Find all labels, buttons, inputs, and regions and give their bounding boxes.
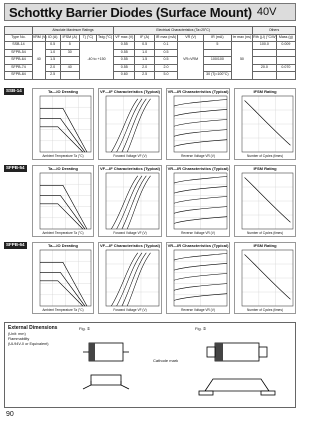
ir2-cell (203, 64, 231, 72)
band-label: SFPB-64 (6, 242, 25, 247)
group-header-abs: Absolute Maximum Ratings (32, 27, 113, 35)
io-cell: 1.0 (45, 49, 60, 57)
voltage-rating: 40V (256, 6, 277, 18)
chart-title: VF—IF Characteristics (Typical) (100, 89, 160, 94)
band-sfpb54 (4, 165, 296, 239)
x-axis-label: Number of Cycles (times) (247, 230, 283, 235)
chart-title: VR—IR Characteristics (Typical) (167, 89, 229, 94)
ir2-cell: 30 (Tj=100°C) (203, 72, 231, 80)
col-header: IF (A) (135, 34, 154, 42)
vf-if-plot (106, 173, 159, 229)
chart-title: Ta—IO Derating (48, 243, 78, 248)
vr-ir-chart (166, 242, 230, 314)
chart-title: Ta—IO Derating (48, 89, 78, 94)
tj-cell: -40 to +150 (79, 42, 113, 80)
type-cell: SFPB-64 (5, 57, 33, 65)
flammability-value: (UL94V-0 or Equivalent) (8, 341, 49, 346)
vrm-cell: 40 (32, 42, 45, 80)
col-header: Type No. (5, 34, 33, 42)
col-header: IO (A) (45, 34, 60, 42)
derating-chart (32, 242, 94, 314)
table-row (5, 42, 296, 50)
pkg-b-label: Fig. ② (195, 326, 207, 331)
vf-if-chart (98, 165, 162, 237)
ir-cell: 2.0 (154, 64, 178, 72)
vr-ir-plot (174, 96, 227, 152)
col-header: Tstg (°C) (96, 34, 113, 42)
if-cell: 2.5 (135, 72, 154, 80)
derating-chart (32, 88, 94, 160)
chart-title: IFSM Rating (253, 89, 277, 94)
pkg-a-label: Fig. ① (79, 326, 91, 331)
table-row (5, 64, 296, 72)
group-header-others: Others (253, 27, 296, 35)
chart-title: IFSM Rating (253, 243, 277, 248)
x-axis-label: Forward Voltage VF (V) (113, 230, 147, 235)
band-label: SFPB-54 (6, 165, 25, 170)
if-cell: 1.5 (135, 57, 154, 65)
band-label: SSB-14 (6, 88, 22, 93)
ifsm-cell (60, 72, 79, 80)
col-header: Rth (j-l) (°C/W) (253, 34, 277, 42)
chart-title: VF—IF Characteristics (Typical) (100, 166, 160, 171)
package-a-drawing (75, 335, 153, 405)
type-cell: SFPB-74 (5, 64, 33, 72)
x-axis-label: Number of Cycles (times) (247, 153, 283, 158)
x-axis-label: Reverse Voltage VR (V) (181, 307, 215, 312)
io-cell: 1.5 (45, 57, 60, 65)
vf-cell: 0.55 (114, 42, 135, 50)
x-axis-label: Ambient Temperature Ta (°C) (42, 230, 84, 235)
if-cell: 1.0 (135, 49, 154, 57)
table-row (5, 72, 296, 80)
ifsm-cell (60, 57, 79, 65)
mass-cell: 0.070 (276, 64, 295, 72)
vf-cell: 0.55 (114, 64, 135, 72)
ifsm-cell: 40 (60, 64, 79, 72)
rth-cell: 20.0 (253, 64, 277, 72)
cathode-mark-label: Cathode mark (153, 358, 179, 363)
col-header: Tj (°C) (79, 34, 96, 42)
page-number: 90 (6, 411, 14, 418)
io-cell: 2.0 (45, 64, 60, 72)
type-cell: SFPB-84 (5, 72, 33, 80)
ir-cell: 5.0 (154, 72, 178, 80)
chart-title: VR—IR Characteristics (Typical) (167, 243, 229, 248)
band-ssb14 (4, 88, 296, 162)
rth-cell: 100.0 (253, 42, 277, 50)
ir-cell: 0.5 (154, 49, 178, 57)
vr-ir-chart (166, 165, 230, 237)
table-corner (5, 27, 33, 35)
mass-cell (276, 72, 295, 80)
ifsm-chart (234, 165, 296, 237)
mass-cell: 0.009 (276, 42, 295, 50)
rth-cell (253, 49, 277, 57)
x-axis-label: Reverse Voltage VR (V) (181, 230, 215, 235)
col-header: Mass (g) (276, 34, 295, 42)
page-title: Schottky Barrier Diodes (Surface Mount) (9, 4, 252, 20)
col-header: VRM (V) (32, 34, 45, 42)
type-cell: SFPB-54 (5, 49, 33, 57)
table-row (5, 49, 296, 57)
chart-title: Ta—IO Derating (48, 166, 78, 171)
rth-cell (253, 72, 277, 80)
col-header: VR (V) (178, 34, 204, 42)
ir2-cell: 100/100 (203, 57, 231, 65)
col-header: VF max (V) (114, 34, 135, 42)
if-cell: 0.5 (135, 42, 154, 50)
ir-cell: 0.1 (154, 42, 178, 50)
ifsm-plot (242, 96, 293, 152)
derating-plot (40, 173, 91, 229)
ifsm-chart (234, 242, 296, 314)
vr-ir-plot (174, 173, 227, 229)
x-axis-label: Forward Voltage VF (V) (113, 153, 147, 158)
col-header: IFSM (A) (60, 34, 79, 42)
col-header: IR max (mA) (154, 34, 178, 42)
col-header: trr max (ns) (231, 34, 252, 42)
vf-cell: 0.55 (114, 57, 135, 65)
vr-ir-chart (166, 88, 230, 160)
band-sfpb64 (4, 242, 296, 316)
vf-if-chart (98, 242, 162, 314)
x-axis-label: Ambient Temperature Ta (°C) (42, 153, 84, 158)
table-row (5, 57, 296, 65)
vr-cell: VR=VRM (178, 42, 204, 80)
chart-title: VF—IF Characteristics (Typical) (100, 243, 160, 248)
ir2-cell: 5 (203, 42, 231, 50)
flammability-label: Flammability (8, 337, 30, 341)
x-axis-label: Ambient Temperature Ta (°C) (42, 307, 84, 312)
trr-cell: 50 (231, 42, 252, 80)
vf-cell: 0.55 (114, 49, 135, 57)
ifsm-cell: 30 (60, 49, 79, 57)
if-cell: 2.0 (135, 64, 154, 72)
ext-title: External Dimensions (8, 325, 58, 331)
io-cell: 2.5 (45, 72, 60, 80)
derating-chart (32, 165, 94, 237)
vr-ir-plot (174, 250, 227, 306)
external-dimensions (4, 322, 296, 408)
chart-title: VR—IR Characteristics (Typical) (167, 166, 229, 171)
vf-if-chart (98, 88, 162, 160)
package-b-drawing (191, 335, 291, 405)
rth-cell (253, 57, 277, 65)
x-axis-label: Reverse Voltage VR (V) (181, 153, 215, 158)
type-cell: SSB-14 (5, 42, 33, 50)
mass-cell (276, 49, 295, 57)
chart-title: IFSM Rating (253, 166, 277, 171)
ir2-cell (203, 49, 231, 57)
vf-if-plot (106, 250, 159, 306)
col-header: IR (mA) (203, 34, 231, 42)
ifsm-plot (242, 173, 293, 229)
ifsm-cell: 5 (60, 42, 79, 50)
derating-plot (40, 96, 91, 152)
vf-cell: 0.60 (114, 72, 135, 80)
ifsm-chart (234, 88, 296, 160)
derating-plot (40, 250, 91, 306)
title-bar (4, 3, 296, 21)
mass-cell (276, 57, 295, 65)
ext-unit: (Unit: mm) (8, 332, 26, 336)
vf-if-plot (106, 96, 159, 152)
io-cell: 0.5 (45, 42, 60, 50)
ext-note (8, 337, 49, 346)
ir-cell: 0.5 (154, 57, 178, 65)
spec-table (4, 26, 296, 80)
ifsm-plot (242, 250, 293, 306)
x-axis-label: Forward Voltage VF (V) (113, 307, 147, 312)
x-axis-label: Number of Cycles (times) (247, 307, 283, 312)
group-header-elec: Electrical Characteristics (Ta=25°C) (114, 27, 253, 35)
